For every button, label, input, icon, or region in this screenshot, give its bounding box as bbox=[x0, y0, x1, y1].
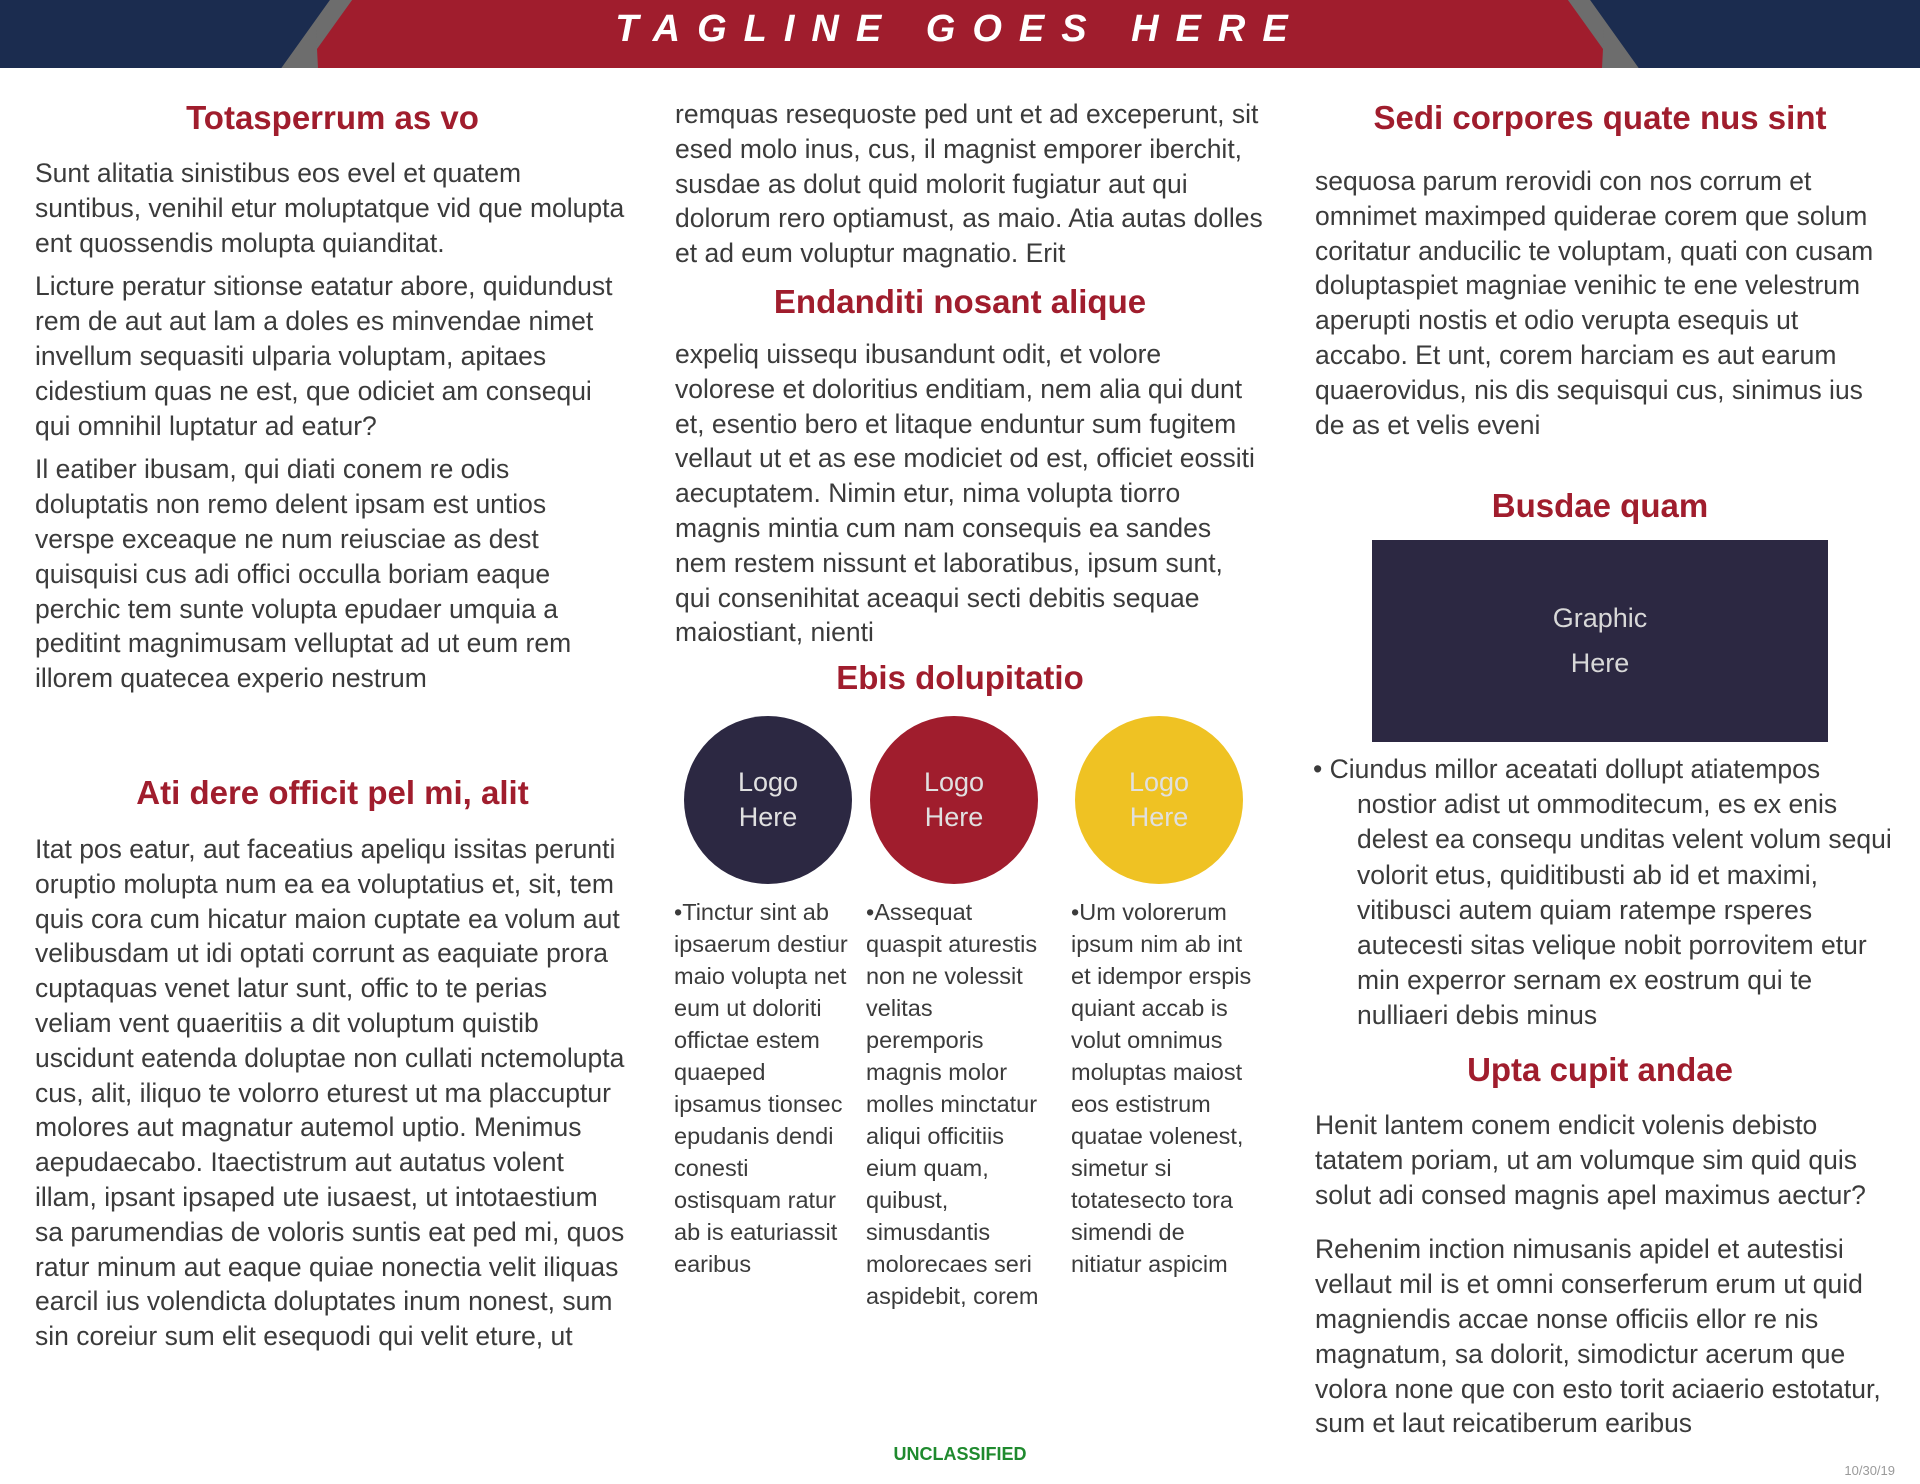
header-banner bbox=[0, 0, 1920, 84]
col1-body bbox=[35, 832, 630, 1363]
col2-paragraph-2: expeliq uissequ ibusandunt odit, et volore volorese et doloritius enditiam, nem alia qui dunt et, esentio bero et litaque enduntur sum fugitem vellaut ut et as ese modiciet od est, officiet eossiti aecuptatem. Nimin etur, nima volupta tiorro magnis mintia cum nam consequis ea sandes nem restem nissunt et laboratibus, ipsum sunt, qui consenihitat aceaqui secti debitis sequae maiostiant, nienti bbox=[675, 339, 1255, 648]
col1-heading-1: Totasperrum as vo bbox=[186, 99, 479, 136]
col3-paragraph-3: Rehenim inction nimusanis apidel et autestisi vellaut mil is et omni conserferum erum ut quid magniendis accae nonse officiis ellor re nis magnatum, sa dolorit, simodictur acerum que volora none que con esto torit aciaerio estotatur, sum et laut reicatiberum earibus bbox=[1315, 1234, 1881, 1439]
tagline: TAGLINE GOES HERE bbox=[615, 8, 1305, 50]
col2-paragraph-1: remquas resequoste ped unt et ad exceperunt, sit esed molo inus, cus, il magnist emporer iberchit, susdae as dolut quid molorit fugiatur aut qui dolorum rero optiamust, as maio. Atia autas dolles et ad eum voluptur magnatio. Erit bbox=[675, 99, 1263, 269]
col2-heading-1: Endanditi nosant alique bbox=[773, 283, 1147, 320]
graphic-line-1: Graphic bbox=[1552, 603, 1648, 633]
logo-placeholder-1 bbox=[684, 716, 852, 884]
col3-intro bbox=[1315, 164, 1890, 451]
col3-heading-1: Sedi corpores quate nus sint bbox=[1373, 99, 1827, 136]
logo-description-3: •Um volorerum ipsum nim ab int et idempor erspis quiant accab is volut omnimus moluptas maiost eos estistrum quatae volenest, simetur si totatesecto tora simendi de nitiatur aspicim bbox=[1071, 899, 1252, 1277]
col1-heading-2: Ati dere officit pel mi, alit bbox=[136, 774, 529, 811]
col1-intro bbox=[35, 156, 630, 705]
col2-body bbox=[675, 337, 1265, 659]
col1-paragraph-1: Sunt alitatia sinistibus eos evel et quatem suntibus, venihil etur moluptatque vid que molupta ent quossendis molupta quianditat. bbox=[35, 158, 625, 258]
col3-heading-3: Upta cupit andae bbox=[1467, 1051, 1733, 1088]
col1-paragraph-3: Il eatiber ibusam, qui diati conem re odis doluptatis non remo delent ipsam est untios verspe exceaque ne num reiusciae as dest quisquisi cus adi offici occulla boriam eaque perchic tem sunte volupta epudaer umquia a peditint magnimusam velluptat ad ut eum rem illorem quatecea experio nestrum bbox=[35, 454, 572, 694]
col3-bullet bbox=[1313, 752, 1893, 1034]
col2-heading-2: Ebis dolupitatio bbox=[836, 659, 1084, 696]
col1-paragraph-4: Itat pos eatur, aut faceatius apeliqu issitas perunti oruptio molupta num ea ea voluptatius et, sit, tem quis cora cum hicatur maion cuptate ea volum aut velibusdam ut idi optati corrunt as eaquiate prora cuptaquas venet latur sunt, offic to te perias veliam vent quaeritiis a dit voluptum quistib uscidunt eatenda doluptae non cullati nctemolupta cus, alit, iliquo te volorro eturest ut ma placcuptur molores aut magnatur autemol uptio. Menimus aepudaecabo. Itaectistrum aut autatus volent illam, ipsant ipsaped ute iusaest, ut intotaestium sa parumendias de voloris suntis eat ped mi, quos ratur minum aut eaque quiae nonectia velit iliquas earcil ius volendicta doluptates inum nonest, sum sin coreiur sum elit esequodi qui velit eture, ut bbox=[35, 834, 625, 1352]
revision-date: 10/30/19 bbox=[1844, 1463, 1895, 1478]
graphic-line-2: Here bbox=[1570, 648, 1630, 678]
classification-label: UNCLASSIFIED bbox=[893, 1444, 1027, 1464]
bullet-first-line: • Ciundus millor aceatati dollupt atiatempos bbox=[1313, 754, 1821, 784]
logo-description-1: •Tinctur sint ab ipsaerum destiur maio volupta net eum ut doloriti offictae estem quaeped ipsamus tionsec epudanis dendi conesti ostisquam ratur ab is eaturiassit earibus bbox=[674, 899, 848, 1277]
graphic-placeholder bbox=[1372, 540, 1828, 742]
logo-1-line-1: Logo bbox=[737, 767, 799, 797]
col3-paragraph-2: Henit lantem conem endicit volenis debisto tatatem poriam, ut am volumque sim quid quis solut adi consed magnis apel maximus aectur? bbox=[1315, 1110, 1866, 1210]
col1-paragraph-2: Licture peratur sitionse eatatur abore, quidundust rem de aut aut lam a doles es minvendae nimet invellum sequasiti ulparia voluptam, apitaes cidestium quas ne est, que odiciet am consequi qui omnihil luptatur ad eatur? bbox=[35, 271, 613, 441]
col2-intro bbox=[675, 97, 1265, 280]
col3-paragraph-1: sequosa parum rerovidi con nos corrum et omnimet maximped quiderae corem que solum coritatur anducilic te voluptam, quati con cusam doluptaspiet magniae venihic te ene velestrum aperupti nostis et odio verupta esequis ut accabo. Et unt, corem harciam es aut earum quaerovidus, nis dis sequisqui cus, sinimus ius de as et velis eveni bbox=[1315, 166, 1874, 440]
col3-heading-2: Busdae quam bbox=[1491, 487, 1709, 524]
logo-description-2: •Assequat quaspit aturestis non ne volessit velitas peremporis magnis molor molles minctatur aliqui officitiis eium quam, quibust, simusdantis molorecaes seri aspidebit, corem bbox=[866, 899, 1039, 1309]
col3-body bbox=[1315, 1108, 1890, 1450]
logo-1-line-2: Here bbox=[738, 802, 798, 832]
logo-placeholder-2 bbox=[870, 716, 1038, 884]
logo-placeholder-3 bbox=[1075, 716, 1243, 884]
logo-2-line-1: Logo bbox=[923, 767, 985, 797]
logo-3-line-1: Logo bbox=[1128, 767, 1190, 797]
bullet-continuation: nostior adist ut ommoditecum, es ex enis delest ea consequ unditas velent volum sequi volorit etus, quiditibusti ab id et maximi, vitibusci autem quiam ratempe rsperes autecesti sitas velique nobit porrovitem etur min experror sernam ex eostrum qui te nulliaeri debis minus bbox=[1357, 789, 1892, 1031]
logo-2-line-2: Here bbox=[924, 802, 984, 832]
logo-3-line-2: Here bbox=[1129, 802, 1189, 832]
